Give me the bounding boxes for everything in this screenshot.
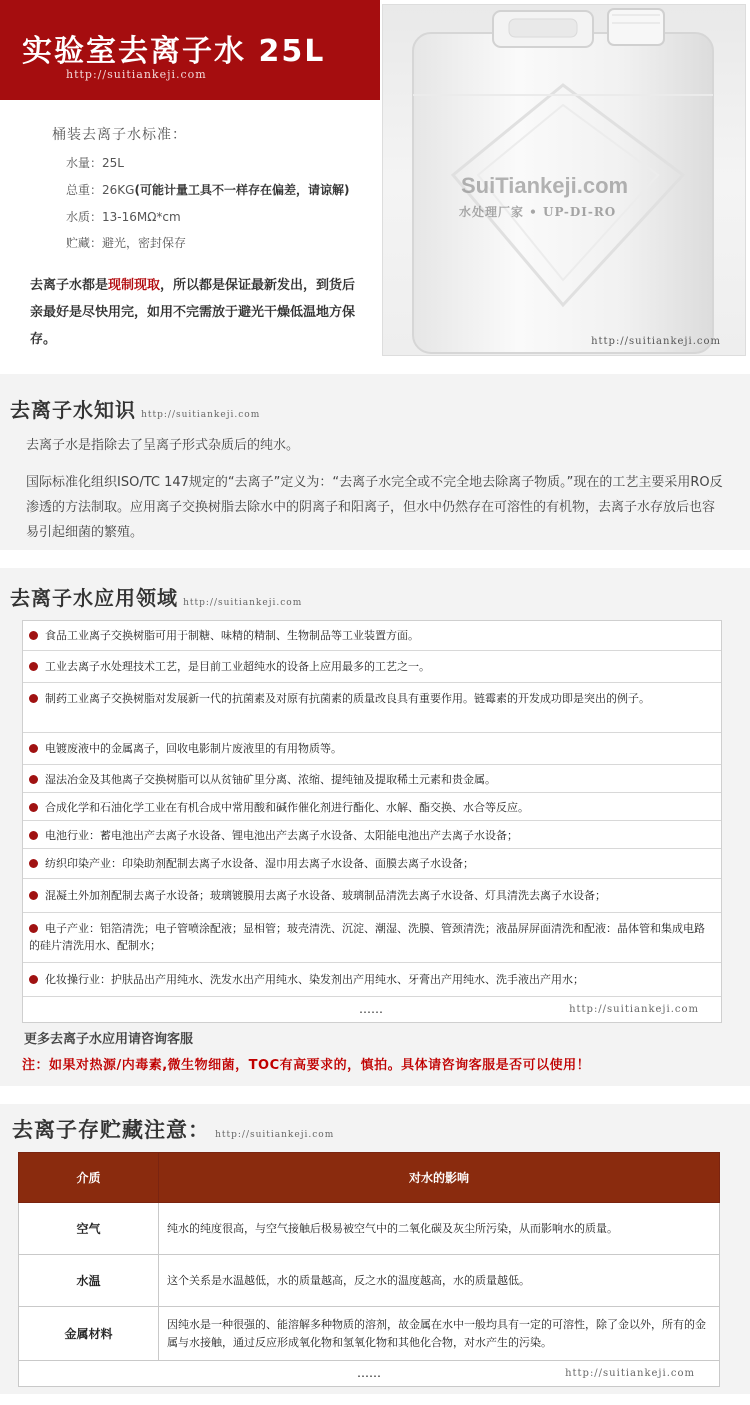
knowledge-paragraph-1: 去离子水是指除去了呈离子形式杂质后的纯水。	[26, 438, 300, 453]
more-ellipsis: ……	[357, 1366, 381, 1380]
storage-table	[18, 1152, 720, 1387]
spec-weight: 总重：26KG(可能计量工具不一样存在偏差，请谅解)	[66, 183, 350, 197]
medium-cell: 水温	[19, 1255, 159, 1307]
knowledge-header	[10, 394, 260, 423]
site-url[interactable]: http://suitiankeji.com	[66, 68, 207, 81]
bullet-icon	[29, 775, 38, 784]
more-ellipsis: ……	[359, 1002, 383, 1016]
bullet-icon	[29, 891, 38, 900]
bullet-icon	[29, 694, 38, 703]
list-item: 制药工业离子交换树脂对发展新一代的抗菌素及对原有抗菌素的质量改良具有重要作用。链霉素的开发成功即是突出的例子。	[23, 683, 721, 733]
medium-cell: 金属材料	[19, 1307, 159, 1361]
spec-quality: 水质：13-16MΩ*cm	[66, 210, 181, 224]
list-more-row	[23, 997, 721, 1023]
knowledge-url[interactable]: http://suitiankeji.com	[141, 410, 261, 420]
column-header-medium: 介质	[19, 1153, 159, 1203]
bullet-icon	[29, 631, 38, 640]
more-url[interactable]: http://suitiankeji.com	[565, 1368, 695, 1379]
applications-title: 去离子水应用领域	[10, 586, 178, 610]
bullet-icon	[29, 831, 38, 840]
consult-note: 更多去离子水应用请咨询客服	[24, 1032, 194, 1047]
warning-note: 注：如果对热源/内毒素,微生物细菌，TOC有高要求的，慎拍。具体请咨询客服是否可以使用！	[22, 1058, 591, 1073]
product-title: 实验室去离子水 25L	[22, 34, 326, 69]
list-item: 化妆操行业：护肤品出产用纯水、洗发水出产用纯水、染发剂出产用纯水、牙膏出产用纯水、洗手液出产用水；	[23, 963, 721, 997]
title-banner	[0, 0, 380, 100]
effect-cell: 这个关系是水温越低，水的质量越高，反之水的温度越高，水的质量越低。	[159, 1255, 720, 1307]
knowledge-title: 去离子水知识	[10, 398, 136, 422]
storage-url[interactable]: http://suitiankeji.com	[215, 1130, 335, 1140]
list-item: 电镀废液中的金属离子，回收电影制片废液里的有用物质等。	[23, 733, 721, 765]
storage-title: 去离子存贮藏注意：	[12, 1117, 210, 1142]
table-row	[19, 1255, 720, 1307]
spec-heading: 桶装去离子水标准：	[52, 127, 187, 143]
list-item: 湿法冶金及其他离子交换树脂可以从贫铀矿里分离、浓缩、提纯铀及提取稀土元素和贵金属。	[23, 765, 721, 793]
more-url[interactable]: http://suitiankeji.com	[569, 1004, 699, 1015]
list-item: 电子产业：铝箔清洗；电子管喷涂配液；显相管；玻壳清洗、沉淀、潮湿、洗膜、管颈清洗；液晶屏屏面清洗和配液：晶体管和集成电路的硅片清洗用水、配制水；	[23, 913, 721, 963]
list-item: 混凝土外加剂配制去离子水设备；玻璃镀膜用去离子水设备、玻璃制品清洗去离子水设备、灯具清洗去离子水设备；	[23, 879, 721, 913]
knowledge-paragraph-2: 国际标准化组织ISO/TC 147规定的“去离子”定义为：“去离子水完全或不完全地去除离子物质。”现在的工艺主要采用RO反渗透的方法制取。应用离子交换树脂去除水中的阴离子和阳离子，但水中仍然存在可溶性的有机物，去离子水存放后也容易引起细菌的繁殖。	[26, 475, 723, 540]
applications-list	[22, 620, 722, 1023]
bullet-icon	[29, 744, 38, 753]
watermark-subtitle: 水处理厂家 • UP-DI-RO	[459, 205, 617, 219]
photo-url[interactable]: http://suitiankeji.com	[591, 336, 721, 347]
bullet-icon	[29, 803, 38, 812]
list-item: 电池行业：蓄电池出产去离子水设备、锂电池出产去离子水设备、太阳能电池出产去离子水设备；	[23, 821, 721, 849]
bullet-icon	[29, 859, 38, 868]
bullet-icon	[29, 975, 38, 984]
storage-header	[12, 1114, 334, 1144]
list-item: 纺织印染产业：印染助剂配制去离子水设备、湿巾用去离子水设备、面膜去离子水设备；	[23, 849, 721, 879]
spec-volume: 水量：25L	[66, 156, 124, 170]
bullet-icon	[29, 662, 38, 671]
list-item: 合成化学和石油化学工业在有机合成中常用酸和碱作催化剂进行酯化、水解、酯交换、水合等反应。	[23, 793, 721, 821]
watermark-brand: SuiTiankeji.com	[461, 173, 629, 198]
column-header-effect: 对水的影响	[159, 1153, 720, 1203]
intro-paragraph: 去离子水都是现制现取，所以都是保证最新发出，到货后亲最好是尽快用完，如用不完需放于避光干燥低温地方保存。	[30, 278, 356, 347]
intro-highlight: 现制现取	[108, 278, 161, 293]
product-photo	[382, 4, 746, 356]
effect-cell: 因纯水是一种很强的、能溶解多种物质的溶剂，故金属在水中一般均具有一定的可溶性，除了金以外，所有的金属与水接触，通过反应形成氧化物和氢氧化物和其他化合物，对水产生的污染。	[159, 1307, 720, 1361]
effect-cell: 纯水的纯度很高，与空气接触后极易被空气中的二氧化碳及灰尘所污染，从而影响水的质量。	[159, 1203, 720, 1255]
applications-url[interactable]: http://suitiankeji.com	[183, 598, 303, 608]
list-item: 食品工业离子交换树脂可用于制糖、味精的精制、生物制品等工业装置方面。	[23, 621, 721, 651]
table-row	[19, 1203, 720, 1255]
medium-cell: 空气	[19, 1203, 159, 1255]
spec-storage: 贮藏：避光，密封保存	[66, 236, 187, 250]
bullet-icon	[29, 924, 38, 933]
list-item: 工业去离子水处理技术工艺，是目前工业超纯水的设备上应用最多的工艺之一。	[23, 651, 721, 683]
table-more-row	[19, 1361, 720, 1387]
applications-header	[10, 582, 302, 611]
table-row	[19, 1307, 720, 1361]
